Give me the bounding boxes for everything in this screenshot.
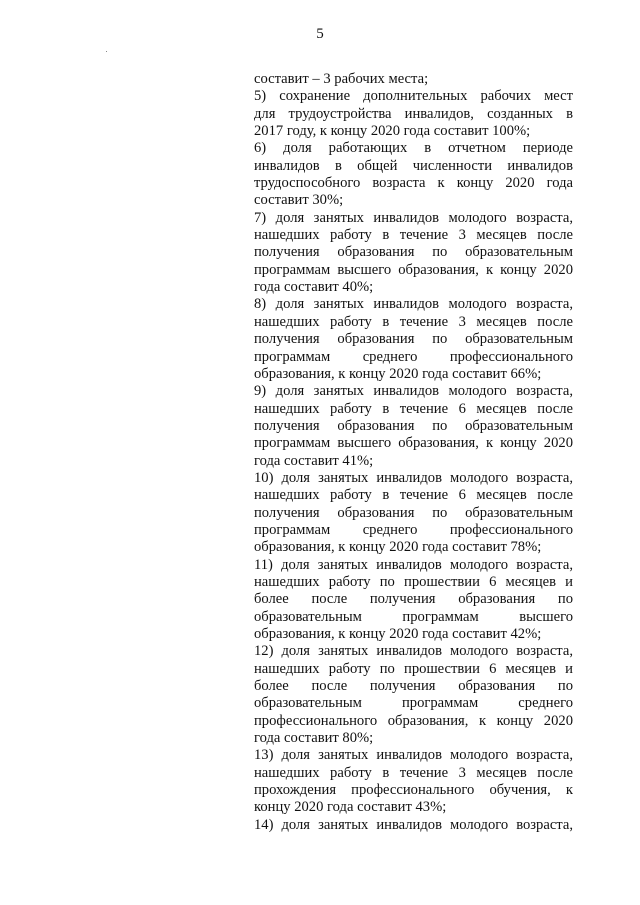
paragraph-item-5 bbox=[254, 88, 573, 140]
text-line: нашедших работу по прошествии 6 месяцев и bbox=[254, 573, 573, 590]
text-line: 10) доля занятых инвалидов молодого возраста, bbox=[254, 469, 573, 486]
text-line: программам среднего профессионального bbox=[254, 348, 573, 365]
page-number: 5 bbox=[316, 26, 324, 42]
text-line: концу 2020 года составит 43%; bbox=[254, 799, 447, 816]
paragraph-item-13 bbox=[254, 747, 573, 816]
text-line: образовательным программам среднего bbox=[254, 695, 573, 712]
text-line: года составит 41%; bbox=[254, 452, 374, 469]
text-line: образовательным программам высшего bbox=[254, 608, 573, 625]
text-line: года составит 40%; bbox=[254, 279, 374, 296]
text-line: нашедших работу в течение 6 месяцев после bbox=[254, 400, 573, 417]
text-line: 11) доля занятых инвалидов молодого возраста, bbox=[254, 556, 573, 573]
text-line: прохождения профессионального обучения, к bbox=[254, 782, 573, 799]
text-line: образования, к концу 2020 года составит 78%; bbox=[254, 539, 542, 556]
text-line: трудоспособного возраста к концу 2020 года bbox=[254, 175, 573, 192]
paragraph-item-10 bbox=[254, 470, 573, 557]
text-line: образования, к концу 2020 года составит 66%; bbox=[254, 365, 542, 382]
text-line: года составит 80%; bbox=[254, 730, 374, 747]
paragraph-item-6 bbox=[254, 140, 573, 209]
paragraph-item-11 bbox=[254, 557, 573, 644]
paragraph-item-7 bbox=[254, 210, 573, 297]
text-line: образования, к концу 2020 года составит 42%; bbox=[254, 626, 542, 642]
text-line: получения образования по образовательным bbox=[254, 244, 573, 261]
text-line: инвалидов в общей численности инвалидов bbox=[254, 157, 573, 174]
text-line: нашедших работу в течение 3 месяцев после bbox=[254, 227, 573, 244]
text-line: 13) доля занятых инвалидов молодого возраста, bbox=[254, 747, 573, 764]
paragraph-item-12 bbox=[254, 643, 573, 747]
text-line: более после получения образования по bbox=[254, 678, 573, 695]
text-line: 12) доля занятых инвалидов молодого возраста, bbox=[254, 643, 573, 660]
text-line: получения образования по образовательным bbox=[254, 331, 573, 348]
text-line: программам среднего профессионального bbox=[254, 521, 573, 538]
text-line: составит 30%; bbox=[254, 192, 344, 209]
text-line: нашедших работу в течение 3 месяцев после bbox=[254, 764, 573, 781]
text-line: 5) сохранение дополнительных рабочих мест bbox=[254, 88, 573, 105]
text-line: 14) доля занятых инвалидов молодого возраста, bbox=[254, 816, 573, 833]
paragraph-item-14 bbox=[254, 817, 573, 834]
text-line: получения образования по образовательным bbox=[254, 504, 573, 521]
paragraph-intro bbox=[254, 71, 573, 88]
text-line: 9) доля занятых инвалидов молодого возраста, bbox=[254, 383, 573, 400]
document-body bbox=[254, 71, 573, 834]
text-line: составит – 3 рабочих места; bbox=[254, 71, 429, 87]
scan-dot bbox=[106, 51, 107, 52]
text-line: для трудоустройства инвалидов, созданных в bbox=[254, 105, 573, 122]
text-line: нашедших работу в течение 3 месяцев после bbox=[254, 313, 573, 330]
paragraph-item-9 bbox=[254, 383, 573, 470]
text-line: 6) доля работающих в отчетном периоде bbox=[254, 140, 573, 157]
text-line: 8) доля занятых инвалидов молодого возраста, bbox=[254, 296, 573, 313]
text-line: 2017 году, к концу 2020 года составит 100%; bbox=[254, 123, 531, 140]
text-line: программам высшего образования, к концу 2020 bbox=[254, 435, 573, 452]
text-line: более после получения образования по bbox=[254, 591, 573, 608]
text-line: нашедших работу по прошествии 6 месяцев и bbox=[254, 660, 573, 677]
paragraph-item-8 bbox=[254, 296, 573, 383]
text-line: профессионального образования, к концу 2020 bbox=[254, 712, 573, 729]
text-line: 7) доля занятых инвалидов молодого возраста, bbox=[254, 209, 573, 226]
text-line: нашедших работу в течение 6 месяцев после bbox=[254, 487, 573, 504]
text-line: получения образования по образовательным bbox=[254, 417, 573, 434]
text-line: программам высшего образования, к концу 2020 bbox=[254, 261, 573, 278]
